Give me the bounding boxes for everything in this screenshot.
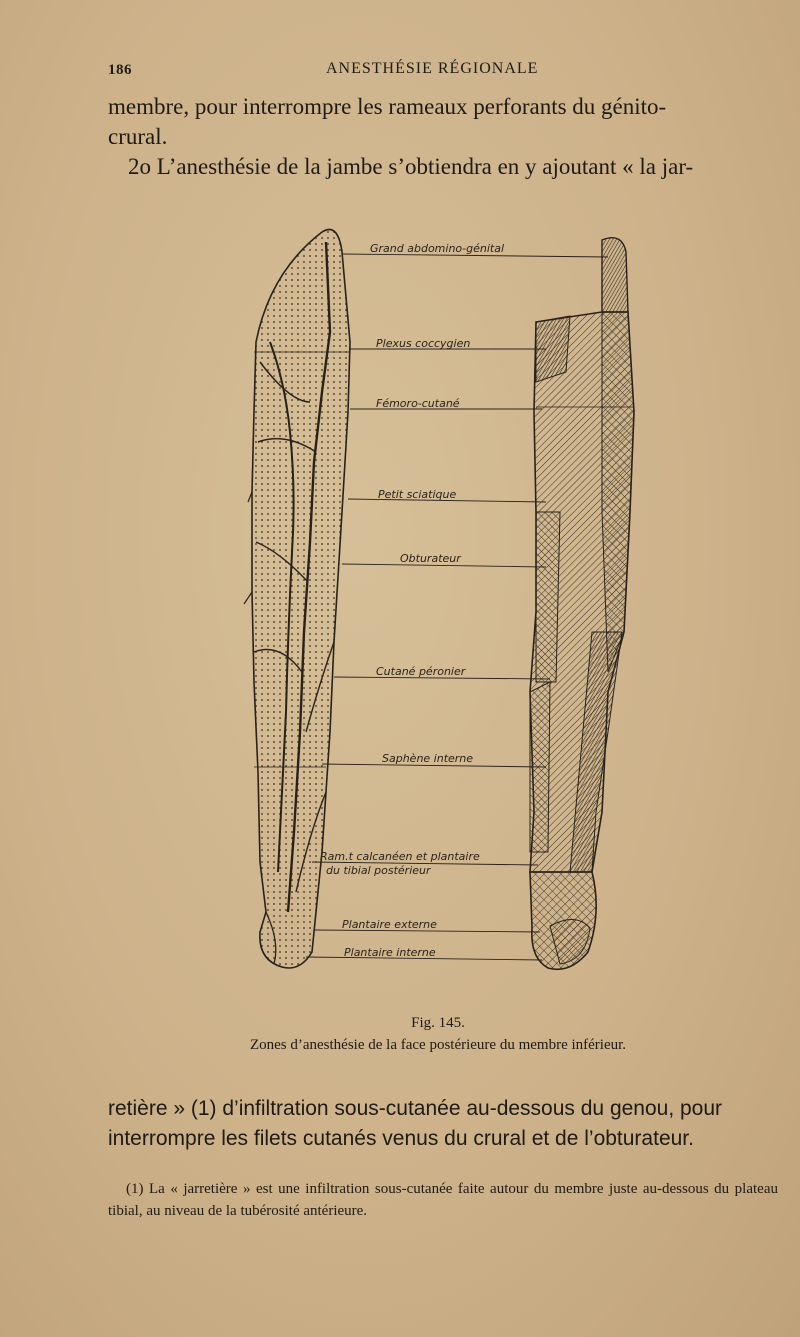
label-saphene-interne: Saphène interne [382,752,474,765]
text-line: interrompre les filets cutanés venus du crural et de l’obturateur. [108,1127,694,1150]
label-obturateur: Obturateur [400,552,461,565]
right-leg-zones [530,238,634,970]
body-text-top [108,92,768,182]
running-head: ANESTHÉSIE RÉGIONALE [326,60,539,77]
text-line: retière » (1) d’infiltration sous-cutanée au-dessous du genou, pour [108,1097,723,1120]
text-line: 2o L’anesthésie de la jambe s’obtiendra en y ajoutant « la jar- [128,154,694,179]
label-plexus-coccygien: Plexus coccygien [376,337,471,350]
text-line: membre, pour interrompre les rameaux perforants du génito- [108,94,667,119]
label-plantaire-interne: Plantaire interne [344,946,436,959]
footnote [108,1178,778,1222]
leg-illustration [230,212,650,982]
figure-caption-block [108,1012,768,1056]
label-petit-sciatique: Petit sciatique [378,488,457,501]
label-femoro-cutane: Fémoro-cutané [376,397,460,410]
anatomical-figure [230,212,650,982]
footnote-text: (1) La « jarretière » est une infiltration sous-cutanée faite autour du membre juste au-dessous du plateau tibial, au niveau de la tubérosité antérieure. [108,1181,778,1219]
label-cutane-peronier: Cutané péronier [376,665,466,678]
label-calcaneen-plantaire: Ram.t calcanéen et plantaire [320,850,480,863]
label-grand-abdomino-genital: Grand abdomino-génital [370,242,505,255]
page-number: 186 [108,62,132,78]
label-plantaire-externe: Plantaire externe [342,918,437,931]
body-text-bottom [108,1094,776,1154]
figure-number: Fig. 145. [411,1015,465,1031]
text-line: crural. [108,124,168,149]
page-header [108,58,668,82]
label-tibial-posterieur: du tibial postérieur [326,864,431,877]
figure-caption: Zones d’anesthésie de la face postérieure du membre inférieur. [249,1037,627,1053]
